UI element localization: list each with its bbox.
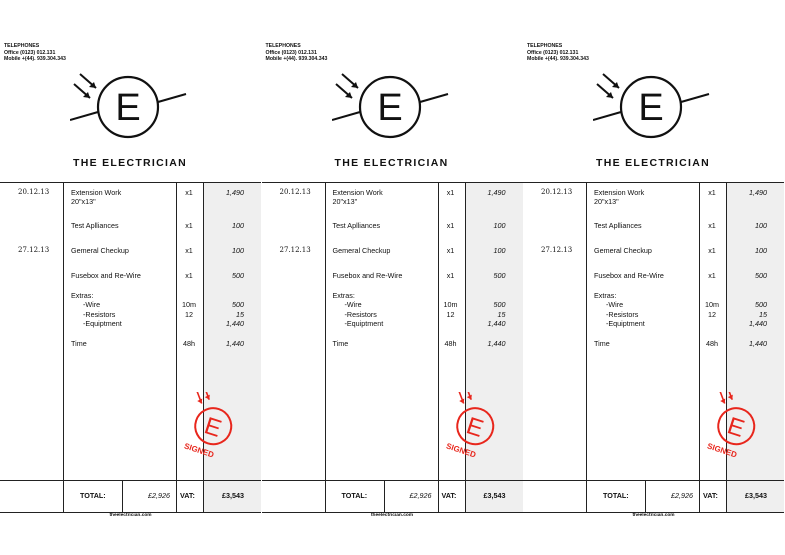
row-description: Gemeral Checkup: [71, 246, 129, 255]
row-description: Extras: -Wire -Resistors -Equiptment: [332, 291, 384, 329]
row-amount: 500: [755, 271, 767, 280]
mobile-phone: Mobile +(44). 939.304.343: [4, 56, 66, 63]
row-quantity: 48h: [183, 339, 195, 348]
date-divider: [63, 182, 64, 513]
vat-label: VAT:: [703, 491, 718, 500]
subtotal-value: £2,926: [409, 491, 432, 500]
row-description: Time: [594, 339, 610, 348]
row-amount: 100: [755, 246, 767, 255]
stamp-letter: E: [723, 412, 748, 443]
row-quantity: 10m 12: [705, 300, 719, 319]
row-quantity: x1: [185, 221, 193, 230]
row-amount: 500: [493, 271, 506, 280]
telephones-heading: TELEPHONES: [265, 43, 301, 49]
total-divider: [384, 480, 385, 513]
telephones-block: [4, 43, 66, 63]
row-description: Test Aplliances: [594, 221, 642, 230]
stamp-text: SIGNED: [183, 441, 216, 460]
row-amount: 500 15 1,440: [226, 300, 244, 329]
row-description: Gemeral Checkup: [594, 246, 652, 255]
row-quantity: 48h: [706, 339, 718, 348]
vat-label: VAT:: [180, 491, 195, 500]
row-amount: 1,490: [487, 188, 506, 197]
row-description: Fusebox and Re-Wire: [71, 271, 141, 280]
website-footer: theelectrician.com: [370, 513, 414, 518]
row-description: Time: [71, 339, 87, 348]
row-quantity: x1: [446, 188, 455, 197]
logo-letter: E: [115, 87, 141, 129]
brand-name: THE ELECTRICIAN: [334, 157, 449, 169]
electrician-logo-icon: [70, 72, 190, 142]
row-description: Extension Work 20"x13": [71, 188, 122, 207]
invoice-page: [523, 0, 784, 555]
logo-letter: E: [376, 87, 403, 129]
stamp-letter: E: [462, 412, 487, 443]
row-quantity: 10m 12: [443, 300, 458, 319]
row-quantity: x1: [185, 188, 193, 197]
row-quantity: x1: [708, 246, 716, 255]
row-amount: 1,440: [226, 339, 244, 348]
total-label: TOTAL:: [603, 491, 629, 500]
stamp-text: SIGNED: [444, 441, 477, 460]
signed-stamp-icon: [705, 392, 765, 467]
total-label: TOTAL:: [341, 491, 368, 500]
row-quantity: x1: [446, 246, 455, 255]
telephones-heading: TELEPHONES: [527, 43, 563, 49]
row-description: Time: [332, 339, 349, 348]
row-quantity: 10m 12: [182, 300, 196, 319]
grand-total: £3,543: [745, 491, 767, 500]
website-footer: theelectrician.com: [109, 513, 152, 518]
row-date: 20.12.13: [18, 188, 50, 196]
totals-top-rule: [0, 480, 261, 481]
grand-total: £3,543: [483, 491, 506, 500]
total-label: TOTAL:: [80, 491, 106, 500]
row-date: 27.12.13: [18, 246, 50, 254]
table-top-rule: [523, 182, 784, 183]
row-date: 20.12.13: [279, 188, 311, 196]
row-amount: 500: [232, 271, 244, 280]
row-quantity: x1: [446, 221, 455, 230]
table-top-rule: [0, 182, 261, 183]
row-quantity: x1: [185, 246, 193, 255]
row-amount: 1,440: [749, 339, 767, 348]
row-description: Extras: -Wire -Resistors -Equiptment: [594, 291, 645, 329]
row-date: 27.12.13: [541, 246, 573, 254]
row-amount: 1,490: [226, 188, 244, 197]
row-amount: 500 15 1,440: [749, 300, 767, 329]
date-divider: [586, 182, 587, 513]
vat-label: VAT:: [441, 491, 457, 500]
row-description: Extras: -Wire -Resistors -Equiptment: [71, 291, 122, 329]
row-description: Fusebox and Re-Wire: [332, 271, 403, 280]
row-description: Fusebox and Re-Wire: [594, 271, 664, 280]
invoice-page: [0, 0, 261, 555]
totals-top-rule: [523, 480, 784, 481]
row-amount: 100: [232, 221, 244, 230]
subtotal-value: £2,926: [671, 491, 693, 500]
row-description: Gemeral Checkup: [332, 246, 391, 255]
row-date: 27.12.13: [279, 246, 311, 254]
row-amount: 500 15 1,440: [487, 300, 506, 329]
brand-name: THE ELECTRICIAN: [596, 157, 710, 169]
mobile-phone: Mobile +(44). 939.304.343: [265, 56, 328, 63]
row-description: Extension Work 20"x13": [332, 188, 383, 207]
row-amount: 100: [755, 221, 767, 230]
brand-name: THE ELECTRICIAN: [73, 157, 187, 169]
subtotal-value: £2,926: [148, 491, 170, 500]
total-divider: [122, 480, 123, 513]
row-description: Test Aplliances: [332, 221, 381, 230]
stamp-letter: E: [200, 412, 225, 443]
invoice-page: [262, 0, 523, 555]
row-quantity: x1: [708, 221, 716, 230]
row-quantity: 48h: [444, 339, 457, 348]
telephones-block: [527, 43, 589, 63]
row-description: Extension Work 20"x13": [594, 188, 645, 207]
signed-stamp-icon: [182, 392, 242, 467]
mobile-phone: Mobile +(44). 939.304.343: [527, 56, 589, 63]
signed-stamp-icon: [444, 392, 504, 467]
row-date: 20.12.13: [541, 188, 573, 196]
row-amount: 100: [232, 246, 244, 255]
office-phone: Office (0123) 012.131: [527, 49, 579, 56]
table-top-rule: [262, 182, 523, 183]
stamp-text: SIGNED: [706, 441, 739, 460]
telephones-block: [266, 43, 328, 63]
row-amount: 100: [493, 246, 506, 255]
row-quantity: x1: [708, 271, 716, 280]
totals-top-rule: [262, 480, 523, 481]
row-quantity: x1: [708, 188, 716, 197]
row-description: Test Aplliances: [71, 221, 119, 230]
website-footer: theelectrician.com: [632, 513, 675, 518]
row-amount: 100: [493, 221, 506, 230]
row-quantity: x1: [446, 271, 455, 280]
row-amount: 1,440: [487, 339, 506, 348]
electrician-logo-icon: [593, 72, 713, 142]
electrician-logo-icon: [332, 72, 452, 142]
office-phone: Office (0123) 012.131: [4, 49, 56, 56]
row-amount: 1,490: [749, 188, 767, 197]
logo-letter: E: [638, 87, 664, 129]
office-phone: Office (0123) 012.131: [265, 49, 317, 56]
grand-total: £3,543: [222, 491, 244, 500]
total-divider: [645, 480, 646, 513]
row-quantity: x1: [185, 271, 193, 280]
telephones-heading: TELEPHONES: [4, 43, 40, 49]
date-divider: [325, 182, 326, 513]
